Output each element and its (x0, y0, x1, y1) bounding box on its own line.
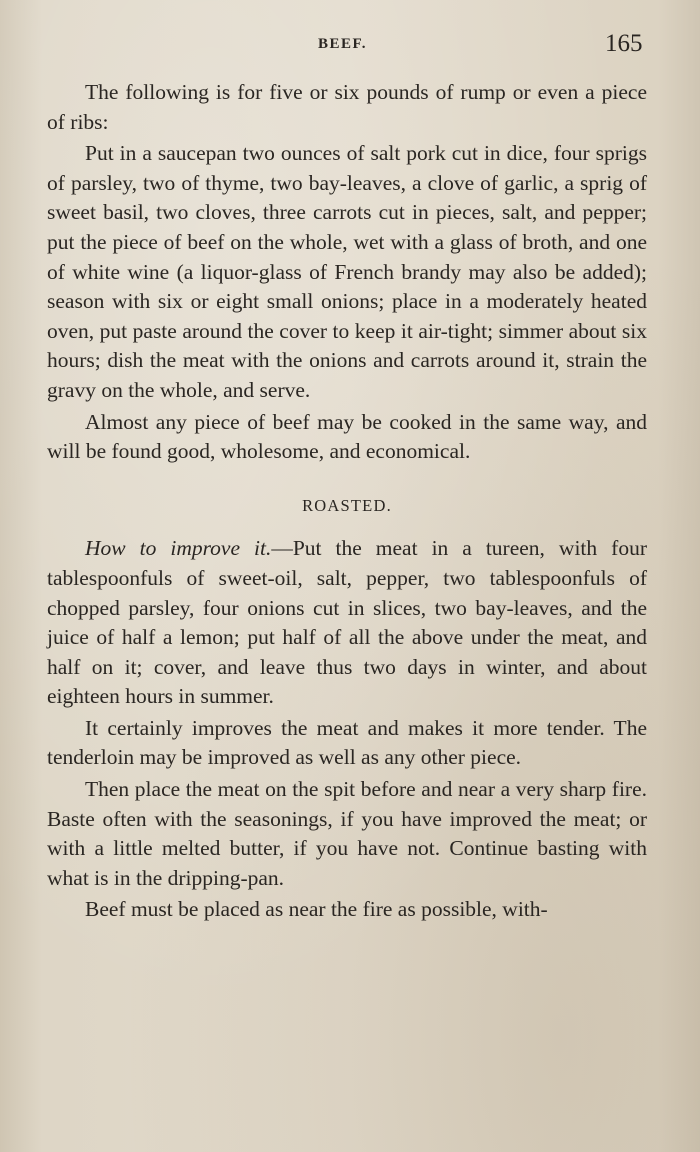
page-number: 165 (605, 30, 643, 57)
paragraph-fire: Beef must be placed as near the fire as possible, with- (85, 897, 548, 922)
paragraph-lead-rest: —Put the meat in a tureen, with four tablespoonfuls of sweet-oil, salt, pepper, two tablespoonfuls of chopped parsley, four onions cut in slices, two bay-leaves, and the juice of half a lemon; put half of all the above under the meat, and half on it; cover, and leave thus two days in winter, and about eighteen hours in summer. (47, 536, 647, 709)
paragraph-lead-italic: How to improve it. (85, 536, 272, 561)
paragraph-tender: It certainly improves the meat and makes it more tender. The tenderloin may be improved as well as any other piece. (47, 715, 647, 770)
paragraph-improve (47, 534, 647, 712)
paragraph-intro: The following is for five or six pounds of rump or even a piece of ribs: (47, 80, 647, 134)
section-heading-roasted: ROASTED. (302, 495, 392, 515)
paragraph-note: Almost any piece of beef may be cooked in the same way, and will be found good, wholesome, and economical. (47, 409, 647, 464)
running-head: BEEF. (318, 36, 368, 52)
page-body (47, 78, 647, 927)
page-header (0, 30, 700, 70)
paragraph-spit: Then place the meat on the spit before and near a very sharp fire. Baste often with the seasonings, if you have improved the meat; or with a little melted butter, if you have not. Continue basting with what is in the dripping-pan. (47, 777, 647, 890)
paragraph-recipe: Put in a saucepan two ounces of salt pork cut in dice, four sprigs of parsley, two of thyme, two bay-leaves, a clove of garlic, a sprig of sweet basil, two cloves, three carrots cut in pieces, salt, and pepper; put the piece of beef on the whole, wet with a glass of broth, and one of white wine (a liquor-glass of French brandy may also be added); season with six or eight small onions; place in a moderately heated oven, put paste around the cover to keep it air-tight; simmer about six hours; dish the meat with the onions and carrots around it, strain the gravy on the whole, and serve. (47, 141, 647, 402)
